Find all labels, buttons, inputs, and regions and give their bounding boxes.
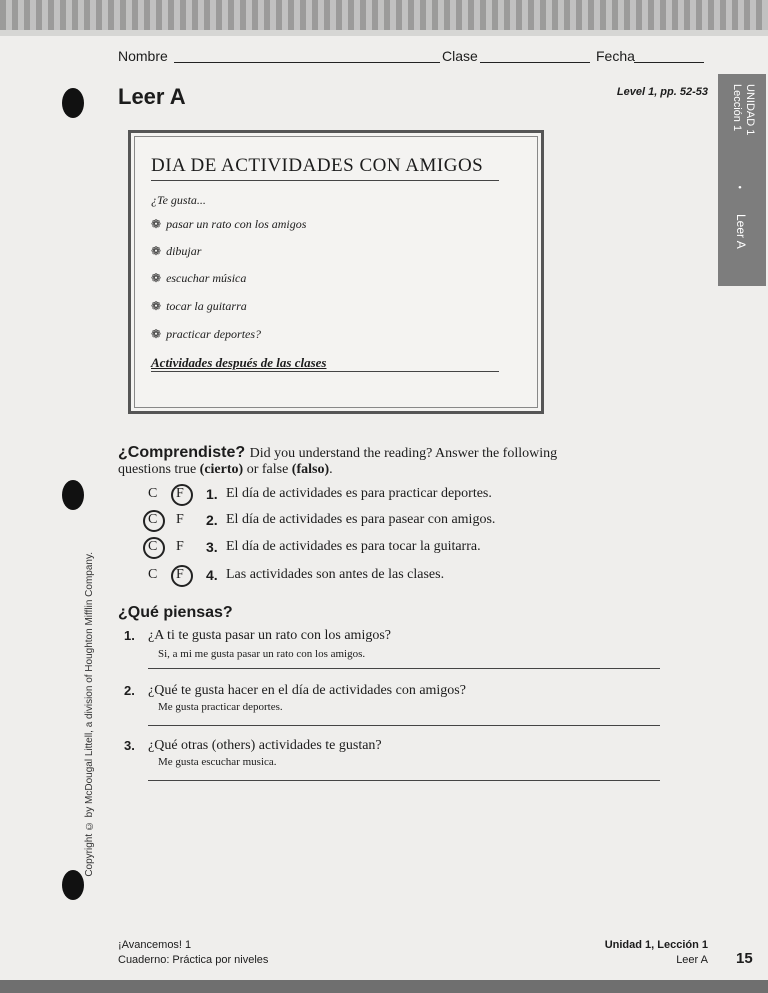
flyer-item: ❁ practicar deportes? bbox=[151, 327, 262, 341]
flyer-footer: Actividades después de las clases bbox=[151, 355, 327, 370]
lesson-footer bbox=[605, 938, 708, 968]
question-number: 2. bbox=[124, 683, 135, 698]
flyer-item: ❁ tocar la guitarra bbox=[151, 299, 247, 313]
bottom-edge-band bbox=[0, 980, 768, 993]
student-info-header bbox=[118, 48, 708, 68]
question-text: El día de actividades es para tocar la guitarra. bbox=[226, 539, 481, 554]
unit-lesson-label: Unidad 1, Lección 1 bbox=[604, 939, 708, 951]
top-decorative-band bbox=[0, 0, 768, 34]
question-text: Las actividades son antes de las clases. bbox=[226, 567, 445, 582]
answer-line bbox=[148, 725, 660, 726]
clase-label: Clase bbox=[442, 48, 478, 64]
nombre-label: Nombre bbox=[118, 48, 168, 64]
question-number: 1. bbox=[124, 628, 135, 643]
fecha-label: Fecha bbox=[596, 48, 635, 64]
question-number: 3. bbox=[124, 738, 135, 753]
flyer-item: ❁ dibujar bbox=[151, 244, 202, 258]
written-answer[interactable]: Me gusta escuchar musica. bbox=[158, 756, 277, 768]
falso-option[interactable]: F bbox=[176, 539, 184, 554]
side-tab-bullet: • bbox=[738, 182, 742, 194]
flower-bullet-icon: ❁ bbox=[151, 299, 162, 313]
book-subtitle: Cuaderno: Práctica por niveles bbox=[118, 954, 269, 966]
written-answer[interactable]: Si, a mi me gusta pasar un rato con los amigos. bbox=[158, 648, 366, 660]
binder-hole-icon bbox=[62, 870, 84, 900]
falso-option[interactable]: F bbox=[176, 512, 184, 527]
question-text: El día de actividades es para pasear con amigos. bbox=[226, 512, 496, 527]
flyer-item: ❁ pasar un rato con los amigos bbox=[151, 217, 307, 231]
comprendiste-instruction: questions true (cierto) or false (falso). bbox=[118, 462, 333, 477]
nombre-line bbox=[174, 62, 440, 63]
falso-option[interactable]: F bbox=[176, 486, 184, 501]
page-title: Leer A bbox=[118, 84, 186, 109]
question-number: 2. bbox=[206, 512, 218, 528]
falso-option[interactable]: F bbox=[176, 567, 184, 582]
binder-hole-icon bbox=[62, 88, 84, 118]
comprendiste-heading: ¿Comprendiste? Did you understand the reading? Answer the following bbox=[118, 444, 558, 461]
unit-side-tab bbox=[718, 74, 766, 286]
flyer-title: DIA DE ACTIVIDADES CON AMIGOS bbox=[151, 155, 484, 176]
written-answer[interactable]: Me gusta practicar deportes. bbox=[158, 701, 283, 713]
flower-bullet-icon: ❁ bbox=[151, 327, 162, 341]
level-reference: Level 1, pp. 52-53 bbox=[616, 86, 708, 98]
question-text: ¿A ti te gusta pasar un rato con los amigos? bbox=[148, 628, 391, 643]
flyer-footer-underline bbox=[151, 371, 499, 372]
page-number: 15 bbox=[736, 950, 753, 967]
answer-line bbox=[148, 780, 660, 781]
que-piensas-heading: ¿Qué piensas? bbox=[118, 604, 233, 621]
question-number: 3. bbox=[206, 539, 218, 555]
side-tab-unit: UNIDAD 1 Lección 1 bbox=[731, 84, 756, 136]
cierto-option[interactable]: C bbox=[148, 539, 158, 554]
flyer-intro: ¿Te gusta... bbox=[151, 193, 206, 207]
section-label: Leer A bbox=[676, 954, 708, 966]
question-text: ¿Qué otras (others) actividades te gustan? bbox=[148, 738, 382, 753]
answer-line bbox=[148, 668, 660, 669]
top-band-edge bbox=[0, 30, 768, 36]
book-title: ¡Avancemos! 1 bbox=[118, 939, 192, 951]
fecha-line bbox=[634, 62, 704, 63]
side-tab-section: Leer A bbox=[734, 214, 748, 249]
question-number: 4. bbox=[206, 567, 218, 583]
cierto-option[interactable]: C bbox=[148, 486, 158, 501]
question-number: 1. bbox=[206, 486, 218, 502]
flower-bullet-icon: ❁ bbox=[151, 244, 162, 258]
comprendiste-subheading: Did you understand the reading? Answer the following bbox=[249, 446, 558, 461]
flower-bullet-icon: ❁ bbox=[151, 271, 162, 285]
flower-bullet-icon: ❁ bbox=[151, 217, 162, 231]
cierto-option[interactable]: C bbox=[148, 512, 158, 527]
flyer-title-underline bbox=[151, 180, 499, 181]
clase-line bbox=[480, 62, 590, 63]
question-text: ¿Qué te gusta hacer en el día de actividades con amigos? bbox=[148, 683, 466, 698]
flyer-item: ❁ escuchar música bbox=[151, 271, 247, 285]
question-text: El día de actividades es para practicar deportes. bbox=[226, 486, 492, 501]
book-footer bbox=[118, 938, 268, 968]
copyright-notice: Copyright © by McDougal Littell, a division of Houghton Mifflin Company. bbox=[84, 552, 95, 877]
activity-flyer bbox=[128, 130, 544, 414]
binder-hole-icon bbox=[62, 480, 84, 510]
cierto-option[interactable]: C bbox=[148, 567, 158, 582]
